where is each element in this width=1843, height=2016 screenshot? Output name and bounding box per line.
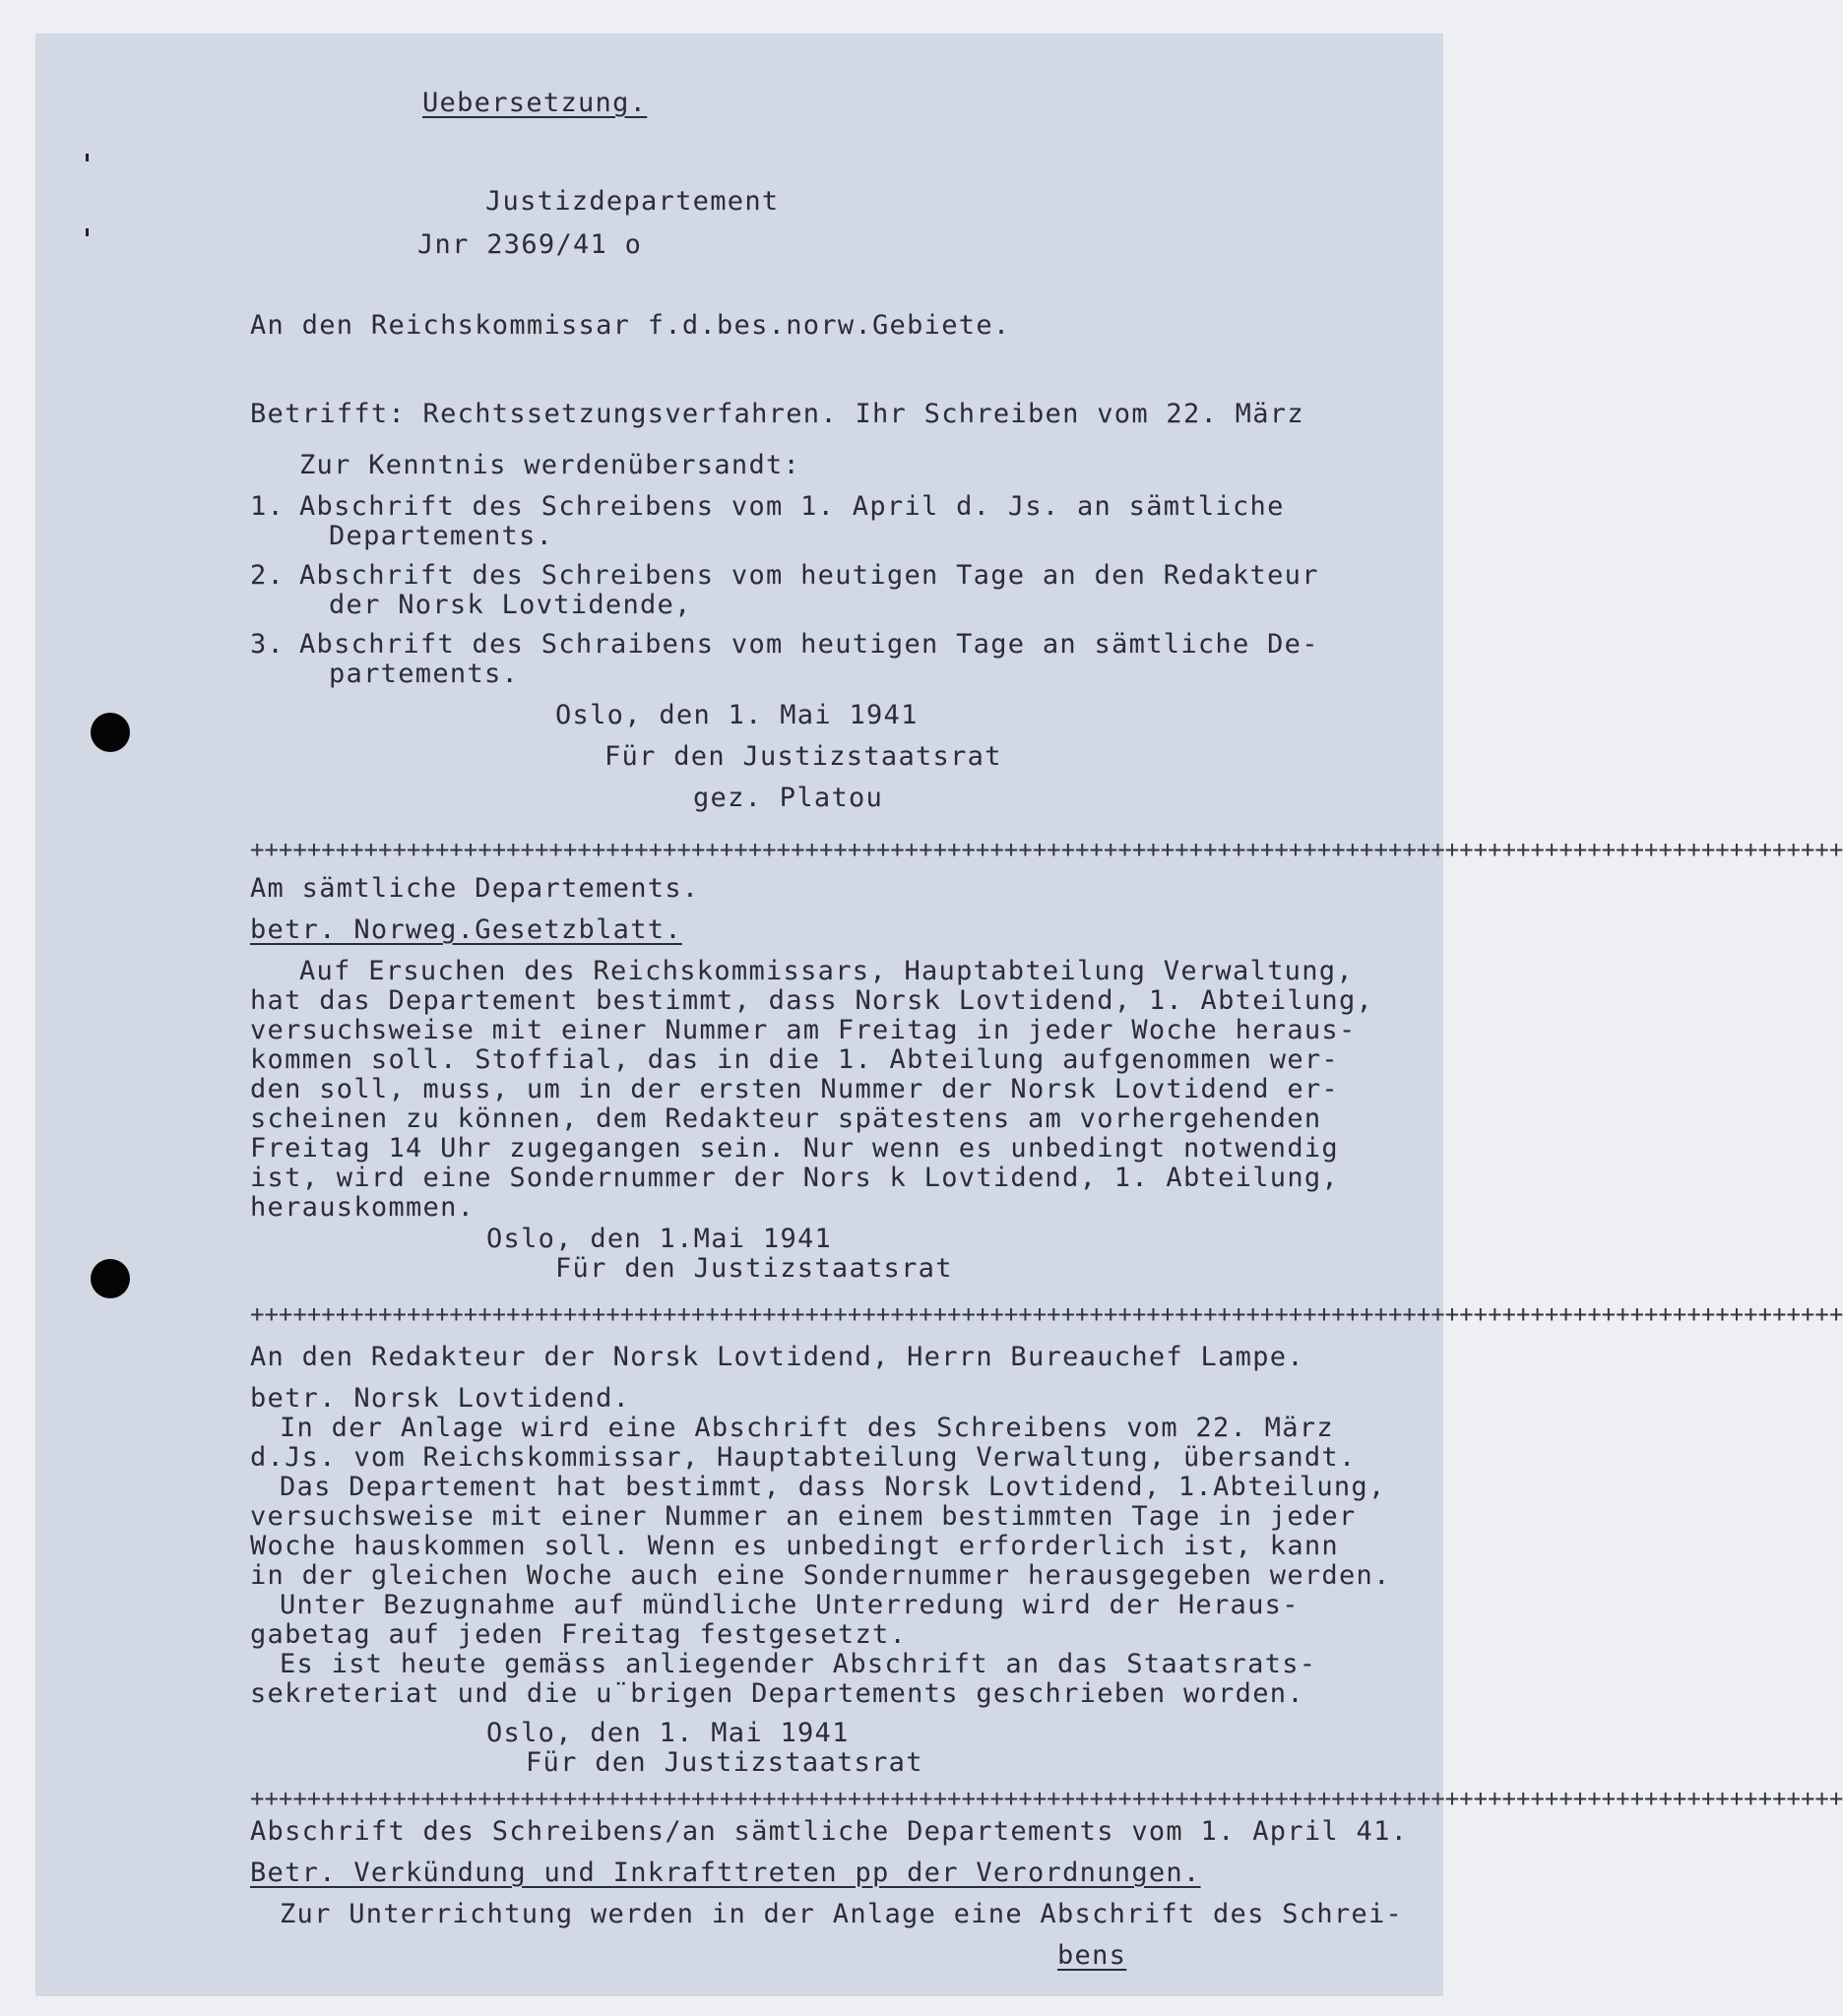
letter2-recipient: Am sämtliche Departements.: [250, 873, 700, 904]
letter3-signoff: Für den Justizstaatsrat: [526, 1747, 923, 1778]
margin-mark: [86, 154, 89, 161]
letter1-item-line: Abschrift des Schreibens vom 1. April d. Js. an sämtliche: [299, 491, 1285, 522]
letter3-recipient: An den Redakteur der Norsk Lovtidend, Herrn Bureauchef Lampe.: [250, 1342, 1304, 1372]
letter1-intro: Zur Kenntnis werdenübersandt:: [299, 450, 801, 480]
letter3-body-line: gabetag auf jeden Freitag festgesetzt.: [250, 1619, 908, 1650]
letter1-recipient: An den Reichskommissar f.d.bes.norw.Gebiete.: [250, 310, 1011, 341]
letter3-body-line: d.Js. vom Reichskommissar, Hauptabteilung Verwaltung, übersandt.: [250, 1442, 1357, 1473]
letter2-body-line: versuchsweise mit einer Nummer am Freitag in jeder Woche heraus-: [250, 1015, 1357, 1045]
letter1-subject: Betrifft: Rechtssetzungsverfahren. Ihr Schreiben vom 22. März: [250, 399, 1304, 429]
letter2-signoff: Für den Justizstaatsrat: [555, 1253, 953, 1284]
letter2-body-line: scheinen zu können, dem Redakteur spätestens am vorhergehenden: [250, 1103, 1322, 1134]
letter4-recipient: Abschrift des Schreibens/an sämtliche Departements vom 1. April 41.: [250, 1816, 1409, 1847]
letter3-body-line: Woche hauskommen soll. Wenn es unbedingt erforderlich ist, kann: [250, 1531, 1339, 1561]
letter3-body-line: Es ist heute gemäss anliegender Abschrift an das Staatsrats-: [280, 1649, 1317, 1679]
letter1-item-line: Abschrift des Schraibens vom heutigen Tage an sämtliche De-: [299, 629, 1319, 660]
letter1-signature: gez. Platou: [693, 783, 884, 813]
separator-line: ++++++++++++++++++++++++++++++++++++++++++++++++++++++++++++++++++++++++++++++++++++++++++++++++++++++++++++++++: [250, 1300, 1843, 1328]
separator-line: ++++++++++++++++++++++++++++++++++++++++++++++++++++++++++++++++++++++++++++++++++++++++++++++++++++++++++++++++: [250, 1785, 1843, 1812]
letter1-item-line: partements.: [329, 659, 520, 689]
separator-line: ++++++++++++++++++++++++++++++++++++++++++++++++++++++++++++++++++++++++++++++++++++++++++++++++++++++++++++++++: [250, 836, 1843, 863]
letter3-body-line: sekreteriat und die u¨brigen Departements geschrieben worden.: [250, 1678, 1304, 1709]
letter2-body-line: hat das Departement bestimmt, dass Norsk Lovtidend, 1. Abteilung,: [250, 985, 1374, 1016]
letter3-body-line: In der Anlage wird eine Abschrift des Schreibens vom 22. März: [280, 1413, 1334, 1443]
reference-number: Jnr 2369/41 o: [417, 229, 643, 260]
letter3-date: Oslo, den 1. Mai 1941: [486, 1718, 850, 1748]
letter2-body-line: ist, wird eine Sondernummer der Nors k Lovtidend, 1. Abteilung,: [250, 1163, 1339, 1193]
letter4-body-line: Zur Unterrichtung werden in der Anlage eine Abschrift des Schrei-: [280, 1899, 1404, 1929]
letter2-body-line: Freitag 14 Uhr zugegangen sein. Nur wenn es unbedingt notwendig: [250, 1133, 1339, 1164]
document-page: [35, 33, 1843, 1996]
letter3-subject: betr. Norsk Lovtidend.: [250, 1383, 631, 1414]
letter1-item-line: Abschrift des Schreibens vom heutigen Tage an den Redakteur: [299, 560, 1319, 591]
letter2-body-line: kommen soll. Stoffial, das in die 1. Abteilung aufgenommen wer-: [250, 1044, 1339, 1075]
letter1-item-number: 3.: [250, 629, 286, 660]
punch-hole-top: [91, 713, 130, 752]
letter2-body-line: den soll, muss, um in der ersten Nummer der Norsk Lovtidend er-: [250, 1074, 1339, 1104]
letter3-body-line: in der gleichen Woche auch eine Sondernummer herausgegeben werden.: [250, 1560, 1391, 1591]
letter1-item-line: der Norsk Lovtidende,: [329, 590, 692, 620]
letter3-body-line: Unter Bezugnahme auf mündliche Unterredung wird der Heraus-: [280, 1590, 1300, 1620]
letter2-date: Oslo, den 1.Mai 1941: [486, 1224, 833, 1254]
letter1-item-line: Departements.: [329, 521, 554, 551]
letter2-body-line: herauskommen.: [250, 1192, 476, 1223]
letter2-body-line: Auf Ersuchen des Reichskommissars, Hauptabteilung Verwaltung,: [299, 956, 1354, 986]
margin-mark: [86, 228, 89, 236]
letter1-item-number: 2.: [250, 560, 286, 591]
letter1-date: Oslo, den 1. Mai 1941: [555, 700, 919, 730]
page-continuation: bens: [1057, 1940, 1127, 1971]
letter3-body-line: Das Departement hat bestimmt, dass Norsk Lovtidend, 1.Abteilung,: [280, 1472, 1386, 1502]
document-title: Uebersetzung.: [422, 88, 648, 118]
letter3-body-line: versuchsweise mit einer Nummer an einem bestimmten Tage in jeder: [250, 1501, 1357, 1532]
letter1-signoff: Für den Justizstaatsrat: [604, 741, 1002, 772]
letter1-item-number: 1.: [250, 491, 286, 522]
punch-hole-bottom: [91, 1259, 130, 1298]
department-name: Justizdepartement: [485, 186, 780, 217]
letter2-subject: betr. Norweg.Gesetzblatt.: [250, 914, 682, 945]
letter4-subject: Betr. Verkündung und Inkrafttreten pp der Verordnungen.: [250, 1858, 1201, 1888]
